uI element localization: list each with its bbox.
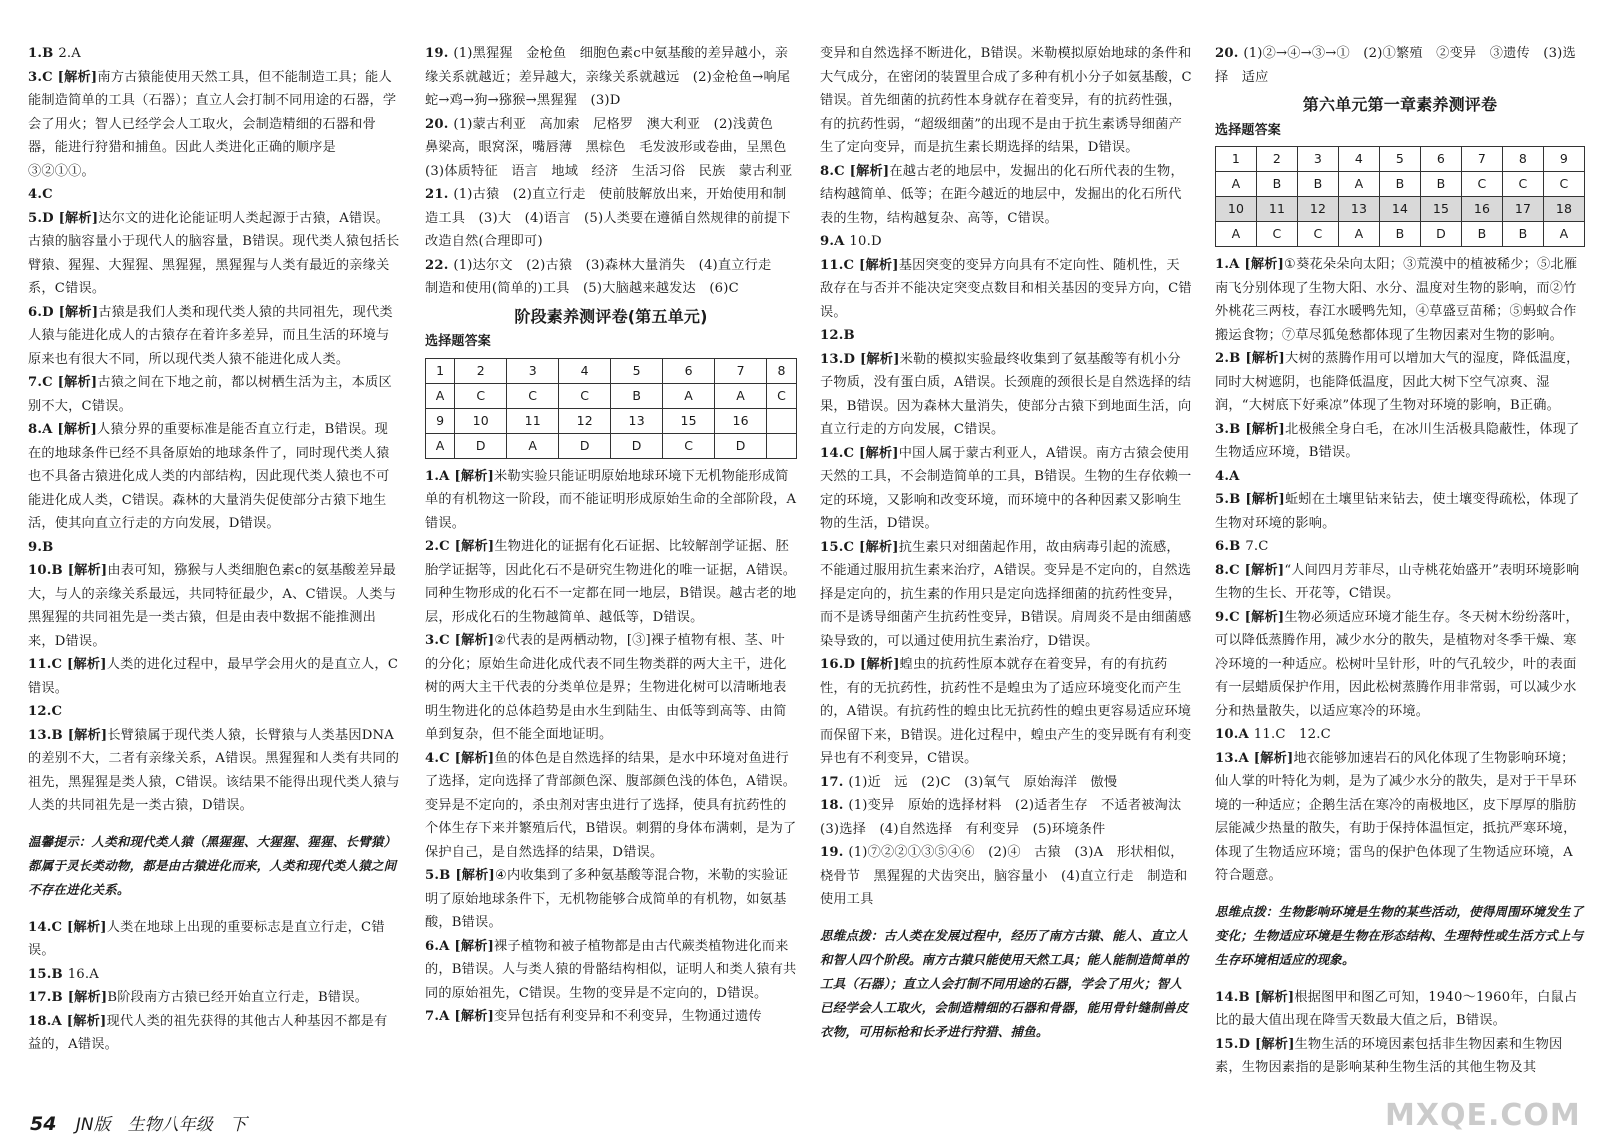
question-number: 15.B	[28, 966, 68, 982]
answer-text: 达尔文的进化论能证明人类起源于古猿，A错误。古猿的脑容量小于现代人的脑容量，B错误。现代类人猿包括长臂猿、猩猩、大猩猩、黑猩猩，黑猩猩与人类有最近的亲缘关系，C错误。	[28, 210, 400, 296]
answer-item	[1215, 606, 1585, 724]
analysis-tag: [解析]	[859, 445, 899, 461]
answer-text: ①葵花朵朵向太阳；③荒漠中的植被稀少；⑤北雁南飞分别体现了生物大阳、水分、温度对生物的影响，而②竹外桃花三两枝，春江水暖鸭先知，④草盛豆苗稀；⑤蚂蚁合作搬运食物；⑦草尽狐兔愁都体现了生物因素对生物的影响。	[1215, 257, 1578, 343]
question-number: 12.C	[28, 704, 63, 719]
answer-text: 蚯蚓在土壤里钻来钻去，使土壤变得疏松，体现了生物对环境的影响。	[1215, 492, 1580, 531]
answer-item	[1215, 1033, 1585, 1080]
answer-text: (1)⑦②②①③⑤④⑥ (2)④ 古猿 (3)A 形状相似，桡骨节 黑猩猩的犬齿突出，脑容量小 (4)直立行走 制造和使用工具	[820, 845, 1188, 907]
table-cell: B	[1380, 172, 1421, 197]
question-number: 1.B	[28, 46, 59, 61]
table-cell: A	[715, 383, 767, 408]
analysis-tag: [解析]	[1254, 1036, 1295, 1052]
analysis-tag: [解析]	[859, 257, 899, 273]
section-5-title: 阶段素养测评卷(第五单元)	[514, 306, 708, 326]
table-cell: B	[1298, 172, 1339, 197]
column-4	[1215, 42, 1585, 1102]
question-number: 10.A	[1215, 727, 1254, 742]
answer-text: 生物进化的证据有化石证据、比较解剖学证据、胚胎学证据等，因此化石不是研究生物进化的唯一证据，A错误。同种生物形成的化石不一定都在同一地层，B错误。越古老的地层，形成化石的生物越简单、越低等，D错误。	[425, 539, 797, 625]
question-number: 5.D	[28, 210, 59, 226]
answer-item	[28, 183, 400, 207]
answer-item	[28, 559, 400, 653]
question-number: 9.C	[1215, 609, 1245, 625]
answer-item	[820, 324, 1192, 348]
question-number: 14.B	[1215, 989, 1255, 1005]
answer-text: 现代人类的祖先获得的其他古人种基因不都是有益的，A错误。	[28, 1013, 388, 1052]
table-cell: D	[611, 433, 663, 458]
question-number: 20.	[425, 116, 454, 132]
answer-text: 地衣能够加速岩石的风化体现了生物影响环境；仙人掌的叶特化为刺，是为了减少水分的散失，是对于干旱环境的一种适应；企鹅生活在寒冷的南极地区，皮下厚厚的脂肪层能减少热量的散失，有助于保持体温恒定，抵抗严寒环境，体现了生物适应环境；雷鸟的保护色体现了生物适应环境，A符合题意。	[1215, 750, 1577, 883]
table-cell: 7	[1462, 147, 1503, 172]
question-number: 10.B	[28, 563, 68, 578]
answer-item	[425, 113, 800, 184]
column-2-top	[425, 42, 800, 301]
answer-text: 2.A	[58, 46, 82, 61]
answer-text: “人间四月芳菲尽，山寺桃花始盛开”表明环境影响生物的生长、开花等，C错误。	[1215, 562, 1580, 601]
column-4-top	[1215, 42, 1585, 89]
table-cell: 1	[1216, 147, 1257, 172]
answer-text: 北极熊全身白毛，在冰川生活极具隐蔽性，体现了生物适应环境，B错误。	[1215, 421, 1580, 460]
question-number: 19.	[820, 845, 849, 860]
answer-item	[820, 653, 1192, 771]
answer-item	[820, 230, 1192, 254]
answer-letter-row	[1216, 172, 1585, 197]
table-cell: 8	[1503, 147, 1544, 172]
table-cell: A	[426, 433, 455, 458]
table-cell: C	[507, 383, 559, 408]
table-cell	[767, 433, 797, 458]
answer-text: 古猿之间在下地之前，都以树栖生活为主，本质区别不大，C错误。	[28, 375, 392, 414]
answer-text: 生物生活的环境因素包括非生物因素和生物因素，生物因素指的是影响某种生物生活的其他生物及其	[1215, 1036, 1563, 1075]
question-number-row	[1216, 147, 1585, 172]
answer-item	[820, 42, 1192, 160]
table-cell: 15	[1421, 197, 1462, 222]
analysis-tag: [解析]	[1245, 492, 1285, 507]
section-6-subtitle: 选择题答案	[1215, 122, 1282, 138]
table-cell: C	[1544, 172, 1585, 197]
answer-item	[1215, 723, 1585, 747]
table-cell: A	[1339, 172, 1380, 197]
question-number: 16.D	[820, 657, 860, 672]
table-cell: 16	[1462, 197, 1503, 222]
question-number: 21.	[425, 187, 454, 202]
answer-item	[1215, 347, 1585, 418]
answer-text: 人类在地球上出现的重要标志是直立行走，C错误。	[28, 919, 385, 958]
answer-item	[28, 207, 400, 301]
table-cell: 6	[663, 358, 715, 383]
answer-text: B阶段南方古猿已经开始直立行走，B错误。	[107, 990, 369, 1005]
answer-text: 变异包括有利变异和不利变异，生物通过遗传	[494, 1009, 762, 1024]
answer-text: 16.A	[67, 966, 99, 982]
question-number: 17.B	[28, 990, 68, 1005]
table-cell: 10	[455, 408, 507, 433]
answer-item	[28, 963, 400, 987]
analysis-tag: [解析]	[454, 468, 495, 484]
analysis-tag: [解析]	[1245, 421, 1285, 437]
question-number-row	[426, 408, 797, 433]
answer-text: 蝗虫的抗药性原本就存在着变异，有的有抗药性，有的无抗药性，抗药性不是蝗虫为了适应环境变化而产生的，A错误。有抗药性的蝗虫比无抗药性的蝗虫更容易适应环境而保留下来，B错误。进化过程中，蝗虫产生的变异既有有利变异也有不利变异，C错误。	[820, 657, 1192, 766]
table-cell: D	[715, 433, 767, 458]
answer-item	[28, 916, 400, 963]
answer-item	[425, 935, 797, 1006]
question-number: 22.	[425, 257, 454, 273]
answer-text: (1)达尔文 (2)古猿 (3)森林大量消失 (4)直立行走 制造和使用(简单的)工具 (5)大脑越来越发达 (6)C	[425, 257, 785, 296]
answer-item	[1215, 253, 1585, 347]
answer-text: 米勒实验只能证明原始地球环境下无机物能形成简单的有机物这一阶段，而不能证明形成原始生命的全部阶段，A错误。	[425, 468, 797, 531]
question-number: 8.C	[820, 163, 850, 179]
question-number: 6.D	[28, 304, 59, 320]
answer-letter-row	[1216, 222, 1585, 247]
question-number: 14.C	[820, 445, 860, 461]
answer-item	[820, 536, 1192, 654]
question-number: 3.C	[425, 633, 455, 648]
analysis-tag: [解析]	[849, 163, 890, 179]
section-5-answer-table	[425, 358, 797, 459]
answer-text: (1)黑猩猩 金枪鱼 细胞色素c中氨基酸的差异越小，亲缘关系就越近；差异越大，亲缘关系就越远 (2)金枪鱼→响尾蛇→鸡→狗→猕猴→黑猩猩 (3)D	[425, 46, 791, 108]
answer-text: 长臂猿属于现代类人猿，长臂猿与人类基因DNA的差别不大，二者有亲缘关系，A错误。黑猩猩和人类有共同的祖先，黑猩猩是类人猿，C错误。该结果不能得出现代类人猿与人类的共同祖先是一类古猿，D错误。	[28, 727, 400, 813]
question-number: 2.C	[425, 539, 455, 554]
table-cell: D	[455, 433, 507, 458]
question-number: 13.A	[1215, 750, 1254, 766]
answer-item	[425, 183, 797, 254]
answer-item	[820, 254, 1192, 325]
table-cell: 9	[1544, 147, 1585, 172]
table-cell: B	[1503, 222, 1544, 247]
analysis-tag: [解析]	[454, 633, 495, 648]
answer-text: ②代表的是两栖动物，[③]裸子植物有根、茎、叶的分化；原始生命进化成代表不同生物类群的两大主干，进化树的两大主干代表的分类单位是界；生物进化树可以清晰地表明生物进化的总体趋势是由水生到陆生、由低等到高等、由简单到复杂，但不能全面地证明。	[425, 633, 787, 742]
table-cell: C	[455, 383, 507, 408]
table-cell: 2	[1257, 147, 1298, 172]
table-cell: 4	[559, 358, 611, 383]
analysis-tag: [解析]	[1253, 750, 1294, 766]
answer-item	[28, 301, 400, 372]
watermark: MXQE.COM	[1385, 1098, 1581, 1133]
analysis-tag: [解析]	[66, 1013, 107, 1029]
question-number: 15.C	[820, 539, 860, 555]
answer-item	[28, 986, 400, 1010]
question-number: 13.D	[820, 351, 860, 367]
answer-text: 7.C	[1245, 539, 1269, 554]
answer-item	[28, 536, 400, 560]
question-number: 11.C	[28, 657, 68, 672]
table-cell: 11	[507, 408, 559, 433]
answer-item	[425, 864, 797, 935]
table-cell: C	[663, 433, 715, 458]
table-cell: B	[1462, 222, 1503, 247]
question-number: 13.B	[28, 727, 68, 743]
answer-text: (1)变异 原始的选择材料 (2)适者生存 不适者被淘汰 (3)选择 (4)自然选择 有利变异 (5)环境条件	[820, 798, 1195, 837]
analysis-tag: [解析]	[57, 69, 98, 85]
table-cell: B	[1380, 222, 1421, 247]
table-cell: 5	[611, 358, 663, 383]
table-cell: 3	[1298, 147, 1339, 172]
question-number: 1.A	[425, 468, 455, 484]
question-number: 3.B	[1215, 421, 1246, 437]
answer-text: 鱼的体色是自然选择的结果，是水中环境对鱼进行了选择，定向选择了背部颜色深、腹部颜色浅的体色，A错误。变异是不定向的，杀虫剂对害虫进行了选择，使具有抗药性的个体生存下来并繁殖后代，B错误。刺猬的身体布满刺，是为了保护自己，是自然选择的结果，D错误。	[425, 750, 797, 860]
table-cell: 13	[611, 408, 663, 433]
question-number: 6.A	[425, 938, 455, 954]
answer-text: ④内收集到了多种氨基酸等混合物，米勒的实验证明了原始地球条件下，无机物能够合成简单的有机物，如氨基酸，B错误。	[425, 868, 789, 930]
answer-text: 基因突变的变异方向具有不定向性、随机性，天敌存在与否并不能决定突变点数目和相关基因的变异方向，C错误。	[820, 257, 1192, 320]
answer-item	[1215, 418, 1585, 465]
question-number: 8.C	[1215, 562, 1245, 578]
table-cell: 7	[715, 358, 767, 383]
answer-text: (1)蒙古利亚 高加索 尼格罗 澳大利亚 (2)浅黄色 鼻梁高，眼窝深，嘴唇薄 黑棕色 毛发波形或卷曲，呈黑色 (3)体质特征 语言 地域 经济 生活习俗 民族 蒙古利亚	[425, 116, 800, 179]
table-cell: 13	[1339, 197, 1380, 222]
tip-box: 温馨提示：人类和现代类人猿（黑猩猩、大猩猩、猩猩、长臂猿）都属于灵长类动物，都是由古猿进化而来，人类和现代类人猿之间不存在进化关系。	[28, 833, 397, 897]
answer-item	[28, 653, 400, 700]
analysis-tag: [解析]	[67, 657, 107, 672]
analysis-tag: [解析]	[58, 210, 99, 226]
answer-text: 变异和自然选择不断进化，B错误。米勒模拟原始地球的条件和大气成分，在密闭的装置里合成了多种有机小分子如氨基酸，C错误。首先细菌的抗药性本身就存在着变异，有的抗药性强，有的抗药性弱，“超级细菌”的出现不是由于抗生素诱导细菌产生了定向变异，而是抗生素长期选择的结果，D错误。	[820, 46, 1192, 155]
question-number: 6.B	[1215, 539, 1246, 554]
analysis-tag: [解析]	[1244, 562, 1285, 578]
table-cell: 16	[715, 408, 767, 433]
table-cell: 11	[1257, 197, 1298, 222]
answer-item	[28, 1010, 400, 1057]
answer-item	[1215, 465, 1585, 489]
table-cell: A	[426, 383, 455, 408]
answer-text: 大树的蒸腾作用可以增加大气的湿度，降低温度，同时大树遮阴，也能降低温度，因此大树下空气凉爽、湿润，“大树底下好乘凉”体现了生物对环境的影响，B正确。	[1215, 351, 1580, 413]
section-6-answer-table	[1215, 146, 1585, 247]
question-number: 18.A	[28, 1013, 67, 1029]
analysis-tag: [解析]	[57, 422, 98, 437]
answer-item	[1215, 535, 1585, 559]
tip-box: 思维点拨：生物影响环境是生物的某些活动，使得周围环境发生了变化；生物适应环境是生物在形态结构、生理特性或生活方式上与生存环境相适应的现象。	[1215, 903, 1584, 967]
question-number: 2.B	[1215, 351, 1246, 366]
answer-item	[425, 747, 797, 865]
table-cell: A	[663, 383, 715, 408]
table-cell: 4	[1339, 147, 1380, 172]
analysis-tag: [解析]	[454, 1009, 495, 1024]
table-cell: 10	[1216, 197, 1257, 222]
answer-item	[820, 771, 1192, 795]
answer-item	[820, 794, 1195, 841]
table-cell: C	[1257, 222, 1298, 247]
question-number: 7.C	[28, 375, 58, 390]
table-cell: 1	[426, 358, 455, 383]
table-cell: C	[767, 383, 797, 408]
table-cell: A	[1216, 222, 1257, 247]
table-cell: A	[507, 433, 559, 458]
answer-item	[425, 1005, 797, 1029]
answer-item	[820, 442, 1192, 536]
analysis-tag: [解析]	[859, 351, 900, 367]
answer-letter-row	[426, 383, 797, 408]
table-cell: D	[1421, 222, 1462, 247]
answer-text: (1)②→④→③→① (2)①繁殖 ②变异 ③遗传 (3)选择 适应	[1215, 46, 1576, 85]
answer-text: (1)近 远 (2)C (3)氧气 原始海洋 傲慢	[848, 774, 1118, 790]
table-cell: 18	[1544, 197, 1585, 222]
section-6-title: 第六单元第一章素养测评卷	[1302, 95, 1498, 114]
answer-text: 11.C 12.C	[1253, 727, 1331, 742]
answer-text: 中国人属于蒙古利亚人，A错误。南方古猿会使用天然的工具，不会制造简单的工具，B错误。生物的生存依赖一定的环境，又影响和改变环境，而环境中的各种因素又影响生物的生活，D错误。	[820, 445, 1192, 531]
question-number: 8.A	[28, 422, 58, 437]
answer-item	[820, 348, 1192, 442]
tip-box: 思维点拨：古人类在发展过程中，经历了南方古猿、能人、直立人和智人四个阶段。南方古猿只能使用天然工具；能人能制造简单的工具（石器）；直立人会打制不同用途的石器，学会了用火；智人已经学会人工取火，会制造精细的石器和骨器，能用骨针缝制兽皮衣物，可用标枪和长矛进行狩猎、捕鱼。	[820, 927, 1189, 1039]
answer-item	[28, 371, 400, 418]
analysis-tag: [解析]	[67, 727, 108, 743]
table-cell: C	[1503, 172, 1544, 197]
question-number: 18.	[820, 798, 849, 813]
answer-item	[1215, 42, 1585, 89]
analysis-tag: [解析]	[455, 868, 495, 883]
table-cell: 14	[1380, 197, 1421, 222]
table-cell: B	[1421, 172, 1462, 197]
table-cell	[767, 408, 797, 433]
question-number: 1.A	[1215, 257, 1245, 272]
table-cell: D	[559, 433, 611, 458]
analysis-tag: [解析]	[859, 657, 900, 672]
question-number: 20.	[1215, 46, 1244, 61]
question-number: 4.A	[1215, 468, 1240, 484]
answer-text: 人猿分界的重要标准是能否直立行走，B错误。现在的地球条件已经不具备原始的地球条件了，同时现代类人猿也不具备古猿进化成人类的内部结构，因此现代类人猿也不可能进化成人类，C错误。森林的大量消失促使部分古猿下地生活，使其向直立行走的方向发展，D错误。	[28, 422, 390, 531]
answer-item	[1215, 488, 1585, 535]
answer-item	[28, 42, 400, 66]
table-cell: C	[1462, 172, 1503, 197]
table-cell: 15	[663, 408, 715, 433]
answer-text: (1)古猿 (2)直立行走 使前肢解放出来，开始使用和制造工具 (3)大 (4)语言 (5)人类要在遵循自然规律的前提下改造自然(合理即可)	[425, 187, 791, 249]
analysis-tag: [解析]	[67, 919, 107, 935]
question-number: 5.B	[425, 868, 456, 883]
table-cell: 12	[559, 408, 611, 433]
analysis-tag: [解析]	[67, 990, 108, 1005]
answer-item	[28, 418, 400, 536]
answer-text: 古猿是我们人类和现代类人猿的共同祖先，现代类人猿与能进化成人的古猿存在着许多差异，而且生活的环境与原来也有很大不同，所以现代类人猿不能进化成人类。	[28, 304, 393, 367]
table-cell: A	[1216, 172, 1257, 197]
question-number: 5.B	[1215, 492, 1246, 507]
column-2-bottom	[425, 465, 797, 1029]
answer-item	[1215, 747, 1585, 888]
answer-text: 生物必须适应环境才能生存。冬天树木纷纷落叶，可以降低蒸腾作用，减少水分的散失，是植物对冬季干燥、寒冷环境的一种适应。松树叶呈针形，叶的气孔较少，叶的表面有一层蜡质保护作用，因此松树蒸腾作用非常弱，可以减少水分和热量散失，以适应寒冷的环境。	[1215, 609, 1579, 719]
answer-text: 抗生素只对细菌起作用，故由病毒引起的流感，不能通过服用抗生素来治疗，A错误。变异是不定向的，自然选择是定向的，抗生素的作用只是定向选择细菌的抗药性变异，而不是诱导细菌产生抗药性变异，B错误。肩周炎不是由细菌感染导致的，可以通过使用抗生素治疗，D错误。	[820, 539, 1192, 649]
section-5-subtitle: 选择题答案	[425, 334, 492, 349]
analysis-tag: [解析]	[57, 375, 98, 390]
table-cell: 5	[1380, 147, 1421, 172]
question-number: 17.	[820, 774, 849, 790]
answer-item	[28, 700, 400, 724]
answer-item	[425, 42, 797, 113]
answer-item	[28, 66, 400, 184]
answer-item	[820, 841, 1192, 912]
question-number: 12.B	[820, 328, 855, 343]
table-cell: A	[1544, 222, 1585, 247]
answer-item	[1215, 986, 1585, 1033]
answer-text: 根据图甲和图乙可知，1940～1960年，白鼠占比的最大值出现在降雪天数最大值之后，B错误。	[1215, 989, 1578, 1028]
table-cell: 17	[1503, 197, 1544, 222]
analysis-tag: [解析]	[67, 563, 108, 578]
answer-item	[425, 629, 797, 747]
page-number: 54	[30, 1113, 57, 1135]
analysis-tag: [解析]	[454, 539, 495, 554]
answer-letter-row	[426, 433, 797, 458]
question-number: 9.B	[28, 539, 54, 555]
column-3	[820, 42, 1195, 1102]
answer-text: 人类的进化过程中，最早学会用火的是直立人，C错误。	[28, 657, 399, 696]
answer-text: 10.D	[849, 234, 882, 249]
table-cell: 6	[1421, 147, 1462, 172]
answer-text: 在越古老的地层中，发掘出的化石所代表的生物，结构越简单、低等；在距今越近的地层中，发掘出的化石所代表的生物，结构越复杂、高等，C错误。	[820, 163, 1184, 226]
question-number-row	[426, 358, 797, 383]
analysis-tag: [解析]	[454, 938, 495, 954]
question-number-row	[1216, 197, 1585, 222]
table-cell: B	[1257, 172, 1298, 197]
question-number: 3.C	[28, 69, 58, 85]
question-number: 19.	[425, 46, 454, 61]
analysis-tag: [解析]	[1245, 351, 1285, 366]
table-cell: B	[611, 383, 663, 408]
column-1	[28, 42, 400, 1102]
answer-item	[425, 254, 797, 301]
question-number: 7.A	[425, 1009, 455, 1024]
question-number: 9.A	[820, 234, 850, 249]
question-number: 11.C	[820, 257, 860, 273]
analysis-tag: [解析]	[454, 750, 495, 766]
question-number: 15.D	[1215, 1036, 1255, 1052]
page-footer	[30, 1110, 247, 1135]
footer-book-title: JN版 生物八年级 下	[75, 1115, 247, 1135]
table-cell: C	[1298, 222, 1339, 247]
table-cell: 8	[767, 358, 797, 383]
answer-item	[425, 535, 797, 629]
analysis-tag: [解析]	[1254, 989, 1295, 1005]
question-number: 14.C	[28, 919, 68, 935]
table-cell: 9	[426, 408, 455, 433]
answer-text: 米勒的模拟实验最终收集到了氨基酸等有机小分子物质，没有蛋白质，A错误。长颈鹿的颈很长是自然选择的结果，B错误。因为森林大量消失，使部分古猿下到地面生活，向直立行走的方向发展，C错误。	[820, 351, 1192, 437]
table-cell: 3	[507, 358, 559, 383]
question-number: 4.C	[425, 750, 455, 766]
question-number: 4.C	[28, 187, 53, 202]
answer-item	[28, 724, 400, 818]
table-cell: 2	[455, 358, 507, 383]
answer-item	[820, 160, 1192, 231]
answer-text: 南方古猿能使用天然工具，但不能制造工具；能人能制造简单的工具（石器）；直立人会打制不同用途的石器，学会了用火；智人已经学会人工取火，会制造精细的石器和骨器，能进行狩猎和捕鱼。因此人类进化正确的顺序是③②①①。	[28, 69, 397, 179]
answer-item	[1215, 559, 1585, 606]
table-cell: C	[559, 383, 611, 408]
analysis-tag: [解析]	[1244, 257, 1285, 272]
answer-item	[425, 465, 797, 536]
answer-text: 由表可知，猕猴与人类细胞色素c的氨基酸差异最大，与人的亲缘关系最远，共同特征最少，A、C错误。人类与黑猩猩的共同祖先是一类古猿，但是由表中数据不能推测出来，D错误。	[28, 563, 397, 649]
column-2	[425, 42, 800, 1102]
answer-text: 裸子植物和被子植物都是由古代蕨类植物进化而来的，B错误。人与类人猿的骨骼结构相似，证明人和类人猿有共同的原始祖先，C错误。生物的变异是不定向的，D错误。	[425, 938, 797, 1001]
column-4-bottom	[1215, 253, 1585, 1080]
table-cell: A	[1339, 222, 1380, 247]
table-cell: 12	[1298, 197, 1339, 222]
analysis-tag: [解析]	[58, 304, 99, 320]
analysis-tag: [解析]	[859, 539, 899, 555]
analysis-tag: [解析]	[1244, 609, 1285, 625]
